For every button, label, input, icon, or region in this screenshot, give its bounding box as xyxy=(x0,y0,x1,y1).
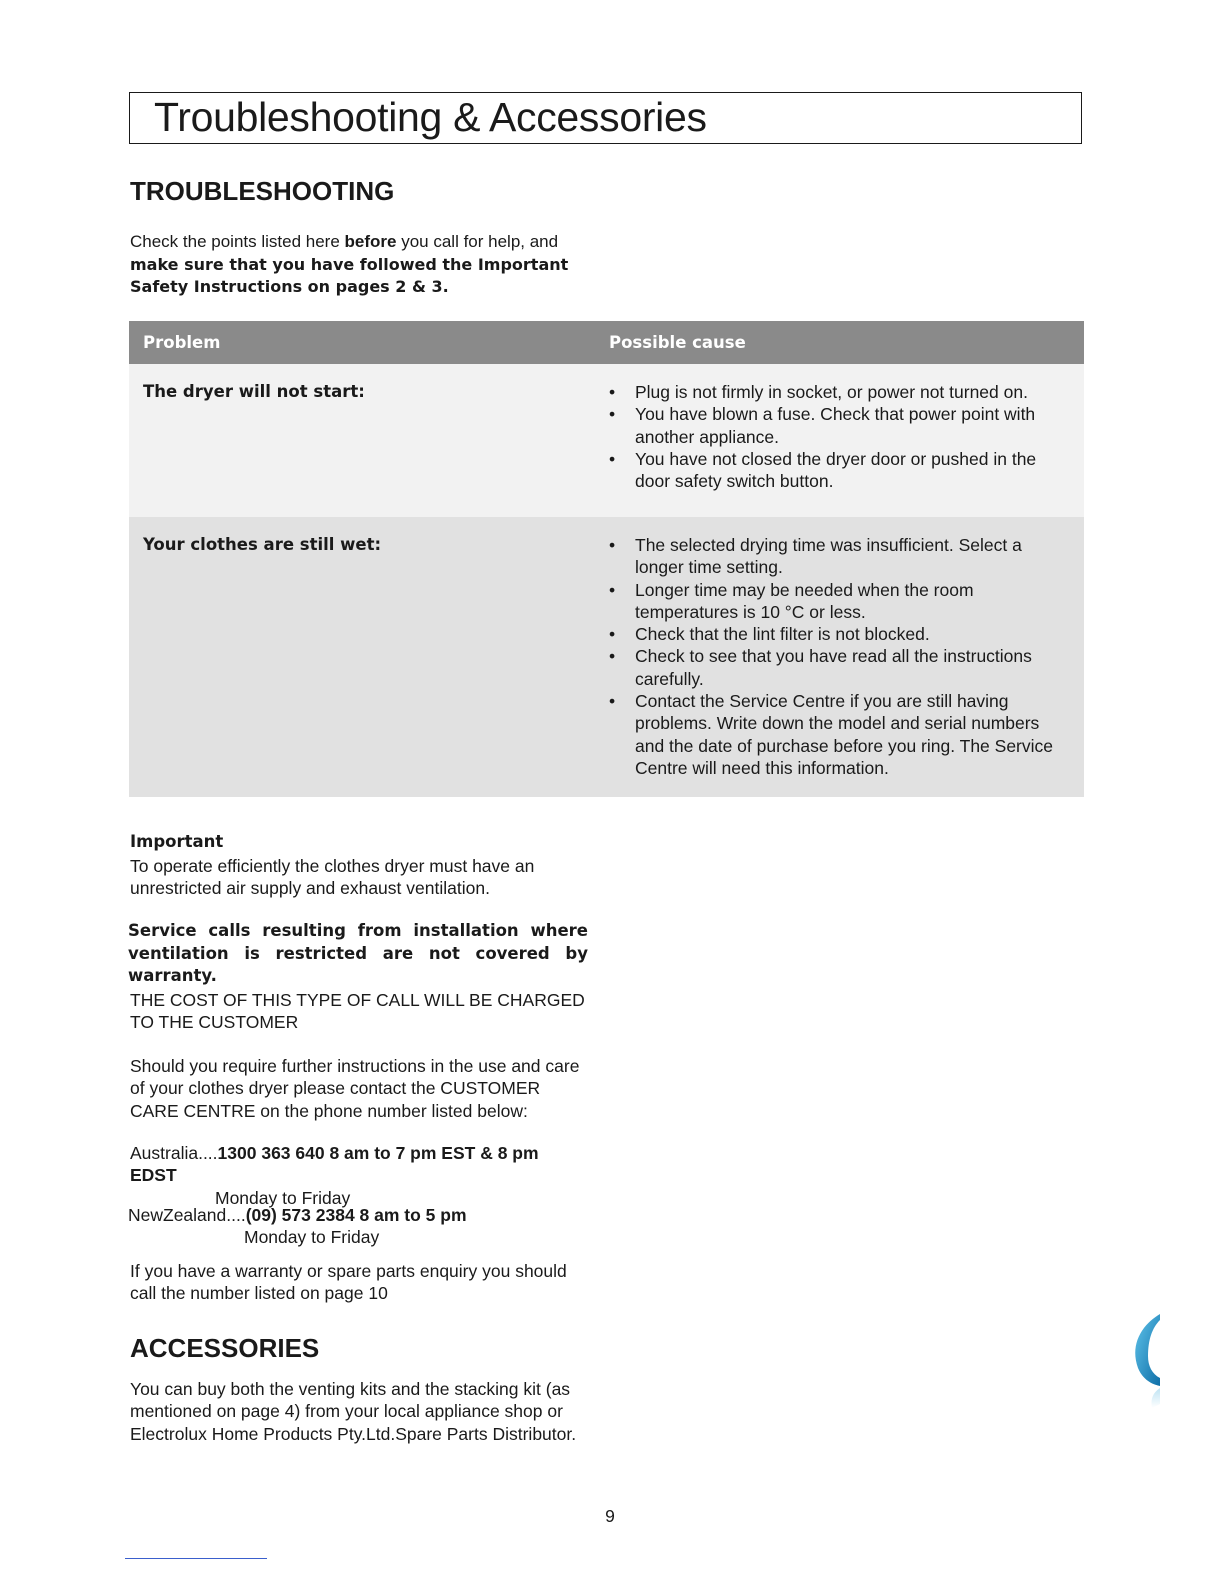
contact-days: Monday to Friday xyxy=(215,1187,351,1208)
cause-item: • The selected drying time was insufficient. Select a longer time setting. xyxy=(609,534,1069,579)
cost-notice: THE COST OF THIS TYPE OF CALL WILL BE CHARGED TO THE CUSTOMER xyxy=(130,990,585,1033)
accessories-text: You can buy both the venting kits and the stacking kit (as mentioned on page 4) from your local appliance shop or Electrolux Home Products Pty.Ltd.Spare Parts Distributor. xyxy=(130,1379,577,1444)
problem-cell: Your clothes are still wet: xyxy=(143,535,382,554)
accessories-heading: ACCESSORIES xyxy=(130,1333,320,1363)
troubleshooting-intro xyxy=(130,231,600,299)
page-title: Troubleshooting & Accessories xyxy=(154,94,707,140)
contact-number: 1300 363 640 8 am to 7 pm EST & 8 pm EDST xyxy=(130,1143,539,1186)
cause-list xyxy=(609,381,1069,492)
header-cause: Possible cause xyxy=(609,333,746,352)
contact-days: Monday to Friday xyxy=(244,1227,380,1248)
troubleshooting-heading: TROUBLESHOOTING xyxy=(130,176,395,206)
important-heading: Important xyxy=(130,832,224,851)
intro-line3: Safety Instructions on pages 2 & 3. xyxy=(130,277,449,296)
table-header xyxy=(129,321,1084,364)
table-row xyxy=(129,517,1084,797)
brand-swoosh-icon xyxy=(1130,1308,1162,1417)
spares-note: If you have a warranty or spare parts enquiry you should call the number listed on page 10 xyxy=(130,1261,567,1304)
warranty-notice: Service calls resulting from installation where ventilation is restricted are not covered by warranty. xyxy=(128,921,588,985)
problem-cell: The dryer will not start: xyxy=(143,382,365,401)
cause-item: • Check that the lint filter is not blocked. xyxy=(609,623,1069,645)
intro-bold-word: before xyxy=(344,232,397,251)
cause-item: • You have blown a fuse. Check that power point with another appliance. xyxy=(609,403,1069,448)
intro-text-part1: Check the points listed here xyxy=(130,232,345,251)
intro-text-part2: you call for help, and xyxy=(396,232,559,251)
cause-item: • Check to see that you have read all the instructions carefully. xyxy=(609,645,1069,690)
cause-item: • Plug is not firmly in socket, or power not turned on. xyxy=(609,381,1069,403)
cause-item: • Longer time may be needed when the room temperatures is 10 °C or less. xyxy=(609,579,1069,624)
table-row xyxy=(129,364,1084,517)
contact-region: NewZealand.... xyxy=(128,1205,246,1225)
contact-new-zealand xyxy=(128,1204,588,1249)
intro-line2: make sure that you have followed the Important xyxy=(130,254,569,274)
page-title-box xyxy=(129,92,1082,144)
page-number: 9 xyxy=(605,1506,615,1526)
important-text: To operate efficiently the clothes dryer must have an unrestricted air supply and exhaust ventilation. xyxy=(130,856,535,899)
contact-australia xyxy=(130,1142,590,1209)
cause-list xyxy=(609,534,1069,779)
troubleshooting-table xyxy=(129,321,1084,797)
cause-item: • You have not closed the dryer door or pushed in the door safety switch button. xyxy=(609,448,1069,493)
contact-number: (09) 573 2384 8 am to 5 pm xyxy=(245,1205,467,1225)
contact-region: Australia.... xyxy=(130,1143,218,1163)
cause-item: • Contact the Service Centre if you are still having problems. Write down the model and serial numbers and the date of purchase before you ring. The Service Centre will need this information. xyxy=(609,690,1069,779)
header-problem: Problem xyxy=(143,333,221,352)
footer-rule xyxy=(125,1558,267,1559)
customer-care-text: Should you require further instructions in the use and care of your clothes dryer please contact the CUSTOMER CARE CENTRE on the phone number listed below: xyxy=(130,1056,580,1121)
